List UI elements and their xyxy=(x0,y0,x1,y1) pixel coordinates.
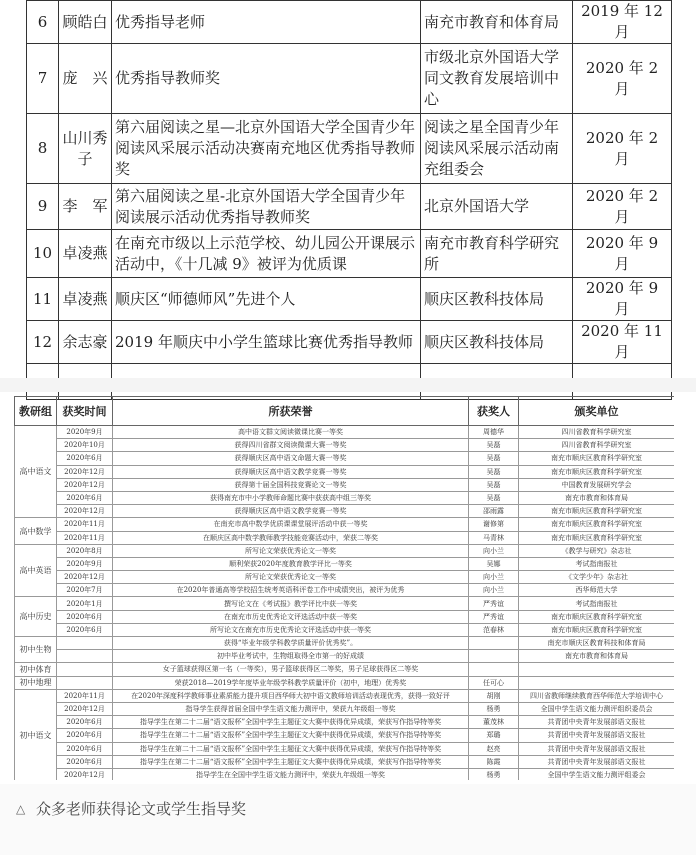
table-row xyxy=(27,114,672,184)
honor-text: 获得南充市中小学教师命题比赛中获获高中组三等奖 xyxy=(113,491,469,504)
issuer-unit: 《文学少年》杂志社 xyxy=(519,571,675,584)
honor-text: 第六届阅读之星—北京外国语大学全国青少年阅读风采展示活动决赛南充地区优秀指导教师奖 xyxy=(112,114,421,184)
honor-text: 指导学生在全国中学生语文能力测评中，荣获九年级组一等奖 xyxy=(113,768,469,780)
honor-text: 初中毕业考试中，生物组取得全市第一的好成绩 xyxy=(113,650,469,663)
issuer-unit: 阅读之星全国青少年阅读风采展示活动南充组委会 xyxy=(421,114,573,184)
honor-text: 顺庆区“师德师风”先进个人 xyxy=(112,278,421,321)
honor-text: 在南充市级以上示范学校、幼儿园公开课展示活动中，《十几减 9》被评为优质课 xyxy=(112,230,421,278)
award-date: 2020年8月 xyxy=(57,544,113,557)
header-date: 获奖时间 xyxy=(57,397,113,426)
table-row xyxy=(15,650,675,663)
issuer-unit: 南充市顺庆区教育科学研究室 xyxy=(519,452,675,465)
winner-name: 卓凌燕 xyxy=(59,230,112,278)
honor-text: 所写论文荣获优秀论文一等奖 xyxy=(113,571,469,584)
award-date: 2020年6月 xyxy=(57,729,113,742)
award-date: 2020年12月 xyxy=(57,702,113,715)
table-row xyxy=(15,426,675,439)
issuer-unit xyxy=(519,663,675,676)
table-row xyxy=(27,44,672,114)
award-date: 2020 年 2 月 xyxy=(573,184,672,230)
header-issuer: 颁奖单位 xyxy=(519,397,675,426)
honor-text: 指导学生在第二十二届“语文报杯”全国中学生主题征文大赛中获得优异成绩，荣获写作指导特等奖 xyxy=(113,742,469,755)
awards-table-top xyxy=(26,0,672,400)
winner-name: 董茂林 xyxy=(469,716,519,729)
table-row xyxy=(15,518,675,531)
award-date: 2020 年 11 月 xyxy=(573,321,672,364)
winner-name: 向小兰 xyxy=(469,544,519,557)
winner-name: 山川秀子 xyxy=(59,114,112,184)
award-date: 2020年6月 xyxy=(57,716,113,729)
award-date: 2020年12月 xyxy=(57,465,113,478)
issuer-unit: 考试指南报社 xyxy=(519,597,675,610)
row-number: 8 xyxy=(27,114,59,184)
award-date xyxy=(57,663,113,676)
issuer-unit: 西华师范大学 xyxy=(519,584,675,597)
row-number: 11 xyxy=(27,278,59,321)
award-date: 2020年6月 xyxy=(57,623,113,636)
issuer-unit: 共青团中央青年发展部语文报社 xyxy=(519,729,675,742)
honor-text: 获得顺庆区高中语文命题大赛一等奖 xyxy=(113,452,469,465)
honor-text: 获得顺庆区高中语文教学竞赛一等奖 xyxy=(113,465,469,478)
caption-text: 众多老师获得论文或学生指导奖 xyxy=(36,800,247,818)
award-date: 2020年6月 xyxy=(57,742,113,755)
winner-name: 任可心 xyxy=(469,676,519,689)
winner-name: 向小兰 xyxy=(469,584,519,597)
triangle-icon: △ xyxy=(16,802,26,816)
winner-name: 吴娜 xyxy=(469,557,519,570)
winner-name: 严秀谊 xyxy=(469,610,519,623)
issuer-unit: 南充市顺庆区教育科学研究室 xyxy=(519,465,675,478)
table-row xyxy=(27,278,672,321)
winner-name: 吴磊 xyxy=(469,439,519,452)
group-cell: 初中地理 xyxy=(15,676,57,689)
issuer-unit: 共青团中央青年发展部语文报社 xyxy=(519,742,675,755)
honor-text: 撰写论文在《考试报》教学评比中获一等奖 xyxy=(113,597,469,610)
issuer-unit: 四川省教育科学研究室 xyxy=(519,439,675,452)
group-cell: 初中语文 xyxy=(15,689,57,780)
winner-name: 吴磊 xyxy=(469,478,519,491)
award-date: 2020年12月 xyxy=(57,571,113,584)
winner-name: 吴磊 xyxy=(469,465,519,478)
table-row xyxy=(27,321,672,364)
issuer-unit: 南充市顺庆区教育科学研究室 xyxy=(519,531,675,544)
honor-text: 2019 年顺庆中小学生篮球比赛优秀指导教师 xyxy=(112,321,421,364)
group-cell: 高中英语 xyxy=(15,544,57,597)
honor-text: 在2020年深度科学教师事业素质能力提升项目西华师大初中语文教师培训活动表现优秀，获得一致好评 xyxy=(113,689,469,702)
group-cell: 初中生物 xyxy=(15,637,57,663)
award-date: 2020年11月 xyxy=(57,531,113,544)
table-row xyxy=(15,465,675,478)
award-date: 2020年6月 xyxy=(57,755,113,768)
award-date: 2020年11月 xyxy=(57,518,113,531)
winner-name: 顾皓白 xyxy=(59,1,112,44)
award-date: 2019 年 12 月 xyxy=(573,1,672,44)
honor-text: 获得顺庆区高中语文教学竞赛一等奖 xyxy=(113,505,469,518)
issuer-unit: 南充市顺庆区教育科技和体育局 xyxy=(519,637,675,650)
row-number: 9 xyxy=(27,184,59,230)
row-number: 12 xyxy=(27,321,59,364)
issuer-unit: 共青团中央青年发展部语文报社 xyxy=(519,755,675,768)
issuer-unit: 全国中学生语文能力测评组织委员会 xyxy=(519,702,675,715)
table-row xyxy=(15,439,675,452)
winner-name: 庞 兴 xyxy=(59,44,112,114)
issuer-unit: 《教学与研究》杂志社 xyxy=(519,544,675,557)
table-row xyxy=(15,768,675,780)
group-cell: 高中数学 xyxy=(15,518,57,544)
award-date: 2020年6月 xyxy=(57,452,113,465)
table-row xyxy=(15,597,675,610)
winner-name: 向小兰 xyxy=(469,571,519,584)
table-row xyxy=(15,491,675,504)
award-date: 2020年9月 xyxy=(57,426,113,439)
header-honor: 所获荣誉 xyxy=(113,397,469,426)
issuer-unit: 考试指南报社 xyxy=(519,557,675,570)
award-date: 2020年12月 xyxy=(57,768,113,780)
winner-name: 郑璐 xyxy=(469,729,519,742)
award-date: 2020年6月 xyxy=(57,610,113,623)
table-row xyxy=(15,637,675,650)
table-row xyxy=(15,676,675,689)
table-row xyxy=(27,230,672,278)
table-row xyxy=(15,610,675,623)
table-row xyxy=(15,755,675,768)
award-date: 2020年9月 xyxy=(57,557,113,570)
award-date: 2020年6月 xyxy=(57,491,113,504)
award-date: 2020 年 2 月 xyxy=(573,44,672,114)
award-date: 2020年1月 xyxy=(57,597,113,610)
winner-name xyxy=(469,663,519,676)
winner-name: 陈霞 xyxy=(469,755,519,768)
issuer-unit: 北京外国语大学 xyxy=(421,184,573,230)
table-row xyxy=(15,544,675,557)
honor-text: 在2020年普通高等学校招生统考英语科评卷工作中成绩突出，被评为优秀 xyxy=(113,584,469,597)
winner-name: 胡刚 xyxy=(469,689,519,702)
honor-text: 指导学生在第二十二届“语文报杯”全国中学生主题征文大赛中获得优异成绩，荣获写作指导特等奖 xyxy=(113,755,469,768)
table-row xyxy=(15,478,675,491)
awards-table-bottom xyxy=(14,396,674,780)
award-date: 2020年7月 xyxy=(57,584,113,597)
award-date: 2020年10月 xyxy=(57,439,113,452)
award-date: 2020年11月 xyxy=(57,689,113,702)
section-divider xyxy=(0,378,696,392)
award-date: 2020年12月 xyxy=(57,478,113,491)
issuer-unit: 南充市教育科学研究所 xyxy=(421,230,573,278)
issuer-unit: 顺庆区教科技体局 xyxy=(421,278,573,321)
award-date: 2020年12月 xyxy=(57,505,113,518)
honor-text: 荣获2018—2019学年度毕业年级学科教学质量评价（初中，地理）优秀奖 xyxy=(113,676,469,689)
award-date: 2020 年 2 月 xyxy=(573,114,672,184)
group-cell: 高中历史 xyxy=(15,597,57,637)
award-date xyxy=(57,676,113,689)
honor-text: 优秀指导教师奖 xyxy=(112,44,421,114)
honor-text: 所写论文荣获优秀论文一等奖 xyxy=(113,544,469,557)
issuer-unit: 南充市顺庆区教育科学研究室 xyxy=(519,518,675,531)
issuer-unit: 中国教育发展研究学会 xyxy=(519,478,675,491)
winner-name: 李 军 xyxy=(59,184,112,230)
honor-text: 获得第十届全国科技竞赛论文一等奖 xyxy=(113,478,469,491)
honor-text: 获得“毕业年级学科教学质量评价优秀奖”。 xyxy=(113,637,469,650)
honor-text: 指导学生获得首届全国中学生语文能力测评中，荣获九年级组一等奖 xyxy=(113,702,469,715)
issuer-unit: 南充市顺庆区教育科学研究室 xyxy=(519,505,675,518)
honor-text: 指导学生在第二十二届“语文报杯”全国中学生主题征文大赛中获得优异成绩，荣获写作指导特等奖 xyxy=(113,716,469,729)
issuer-unit: 南充市教育和体育局 xyxy=(519,650,675,663)
issuer-unit xyxy=(519,676,675,689)
table-row xyxy=(27,184,672,230)
issuer-unit: 顺庆区教科技体局 xyxy=(421,321,573,364)
row-number: 10 xyxy=(27,230,59,278)
honor-text: 指导学生在第二十二届“语文报杯”全国中学生主题征文大赛中获得优异成绩，荣获写作指导特等奖 xyxy=(113,729,469,742)
winner-name: 吴磊 xyxy=(469,452,519,465)
table-row xyxy=(15,505,675,518)
winner-name: 邵雨露 xyxy=(469,505,519,518)
group-cell: 高中语文 xyxy=(15,426,57,518)
group-cell: 初中体育 xyxy=(15,663,57,676)
award-date: 2020 年 9 月 xyxy=(573,230,672,278)
winner-name: 杨勇 xyxy=(469,768,519,780)
table-header-row xyxy=(15,397,675,426)
winner-name: 谢修第 xyxy=(469,518,519,531)
awards-table-bottom-wrapper xyxy=(14,396,674,780)
winner-name: 周德华 xyxy=(469,426,519,439)
row-number: 7 xyxy=(27,44,59,114)
table-row xyxy=(15,452,675,465)
honor-text: 高中语文群文阅读微课比赛一等奖 xyxy=(113,426,469,439)
header-winner: 获奖人 xyxy=(469,397,519,426)
table-row xyxy=(15,557,675,570)
winner-name: 杨勇 xyxy=(469,702,519,715)
honor-text: 获得四川省群文阅读微课大赛一等奖 xyxy=(113,439,469,452)
table-row xyxy=(15,623,675,636)
table-row xyxy=(15,663,675,676)
honor-text: 第六届阅读之星-北京外国语大学全国青少年阅读展示活动优秀指导教师奖 xyxy=(112,184,421,230)
winner-name: 吴磊 xyxy=(469,491,519,504)
issuer-unit: 共青团中央青年发展部语文报社 xyxy=(519,716,675,729)
winner-name: 严秀谊 xyxy=(469,597,519,610)
honor-text: 优秀指导老师 xyxy=(112,1,421,44)
honor-text: 女子篮球获得区第一名（一等奖），男子篮球获得区二等奖，男子足球获得区二等奖 xyxy=(113,663,469,676)
honor-text: 在南充市历史优秀论文评选活动中获一等奖 xyxy=(113,610,469,623)
award-date xyxy=(57,637,113,650)
winner-name xyxy=(469,637,519,650)
issuer-unit: 南充市顺庆区教育科学研究室 xyxy=(519,610,675,623)
issuer-unit: 南充市教育和体育局 xyxy=(519,491,675,504)
image-caption xyxy=(0,784,696,855)
issuer-unit: 四川省教育科学研究室 xyxy=(519,426,675,439)
winner-name: 范春林 xyxy=(469,623,519,636)
table-row xyxy=(15,729,675,742)
honor-text: 在南充市高中数学优质课课堂展评活动中获一等奖 xyxy=(113,518,469,531)
issuer-unit: 南充市顺庆区教育科学研究室 xyxy=(519,623,675,636)
honor-text: 在顺庆区高中数学教师教学技能竞赛活动中，荣获二等奖 xyxy=(113,531,469,544)
issuer-unit: 市级北京外国语大学同文教育发展培训中心 xyxy=(421,44,573,114)
table-row xyxy=(15,584,675,597)
table-row xyxy=(15,742,675,755)
award-date: 2020 年 9 月 xyxy=(573,278,672,321)
table-row xyxy=(15,716,675,729)
winner-name: 赵亮 xyxy=(469,742,519,755)
table-row xyxy=(27,1,672,44)
award-date xyxy=(57,650,113,663)
issuer-unit: 南充市教育和体育局 xyxy=(421,1,573,44)
row-number: 6 xyxy=(27,1,59,44)
issuer-unit: 全国中学生语文能力测评组委会 xyxy=(519,768,675,780)
header-group: 教研组 xyxy=(15,397,57,426)
table-row xyxy=(15,571,675,584)
winner-name xyxy=(469,650,519,663)
table-row xyxy=(15,689,675,702)
winner-name: 卓凌燕 xyxy=(59,278,112,321)
honor-text: 所写论文在南充市历史优秀论文评选活动中获一等奖 xyxy=(113,623,469,636)
issuer-unit: 四川省教师继续教育西华师范大学培训中心 xyxy=(519,689,675,702)
winner-name: 余志豪 xyxy=(59,321,112,364)
table-row xyxy=(15,531,675,544)
honor-text: 顺利荣获2020年度教育教学评比一等奖 xyxy=(113,557,469,570)
table-row xyxy=(15,702,675,715)
winner-name: 马青林 xyxy=(469,531,519,544)
